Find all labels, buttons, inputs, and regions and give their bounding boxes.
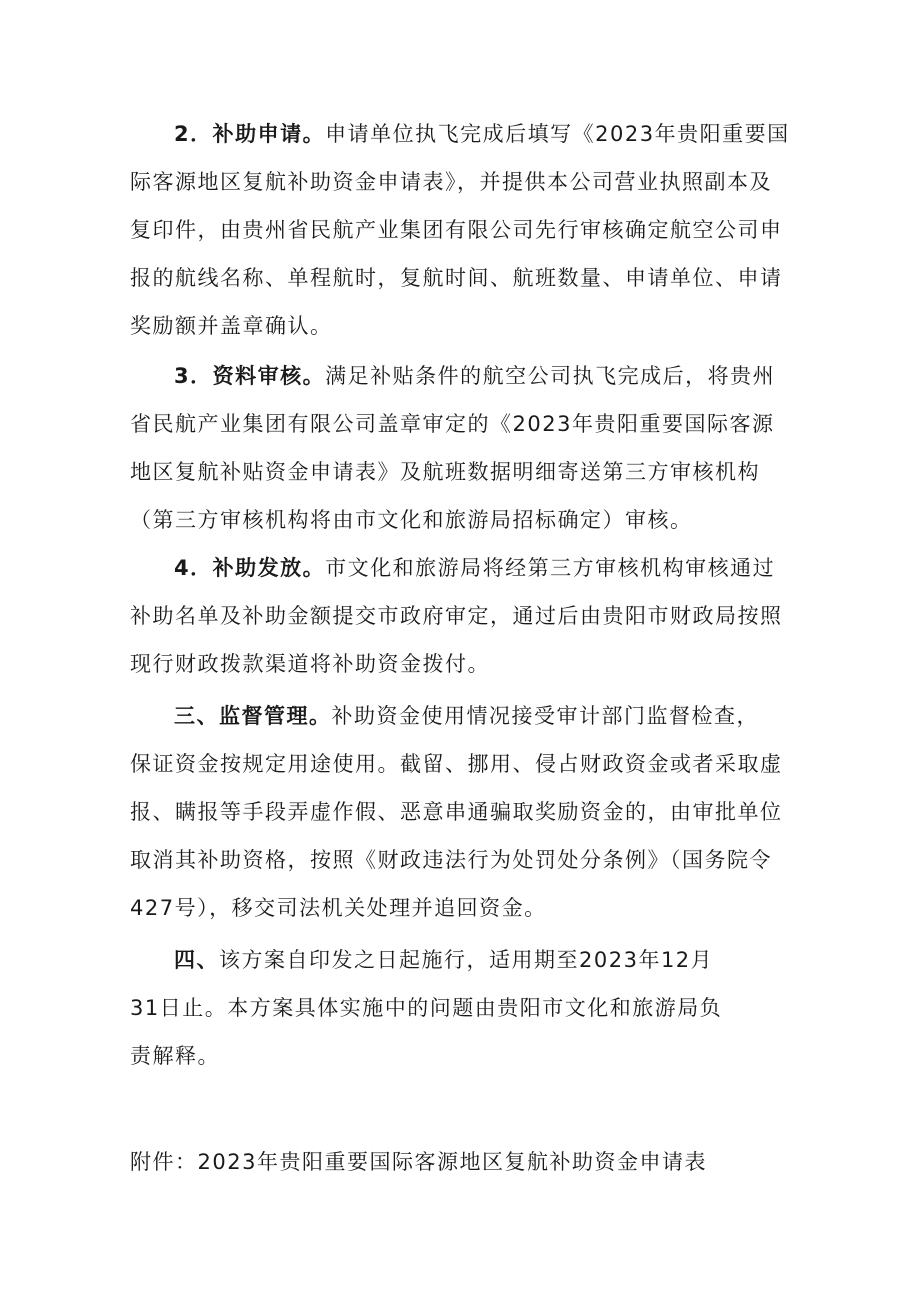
paragraph-text: 复印件，由贵州省民航产业集团有限公司先行审核确定航空公司申 (130, 218, 783, 242)
paragraph-text: 省民航产业集团有限公司盖章审定的《2023年贵阳重要国际客源 (130, 412, 775, 436)
paragraph-text: 补助名单及补助金额提交市政府审定，通过后由贵阳市财政局按照 (130, 604, 783, 628)
paragraph-text: 427号），移交司法机关处理并追回资金。 (130, 896, 547, 920)
paragraph-heading: 4．补助发放。 (174, 556, 326, 580)
paragraph-text: 报的航线名称、单程航时，复航时间、航班数量、申请单位、申请 (130, 266, 783, 290)
paragraph-heading: 3．资料审核。 (174, 364, 326, 388)
paragraph-heading: 2．补助申请。 (174, 122, 326, 146)
paragraph-supervision (130, 692, 792, 932)
paragraph-heading: 三、监督管理。 (174, 704, 332, 728)
paragraph-text: 现行财政拨款渠道将补助资金拨付。 (130, 652, 490, 676)
paragraph-text: 市文化和旅游局将经第三方审核机构审核通过 (325, 556, 776, 580)
paragraph-text: 际客源地区复航补助资金申请表》，并提供本公司营业执照副本及 (130, 170, 772, 194)
paragraph-text: 奖励额并盖章确认。 (130, 314, 333, 338)
paragraph-text: 补助资金使用情况接受审计部门监督检查， (331, 704, 759, 728)
paragraph-subsidy-payout (130, 544, 792, 688)
paragraph-heading: 四、 (174, 948, 219, 972)
paragraph-text: 该方案自印发之日起施行，适用期至2023年12月 (219, 948, 714, 972)
paragraph-text: 申请单位执飞完成后填写《2023年贵阳重要国 (325, 122, 790, 146)
paragraph-text: 责解释。 (130, 1044, 220, 1068)
paragraph-document-review (130, 352, 792, 544)
paragraph-text: （第三方审核机构将由市文化和旅游局招标确定）审核。 (130, 508, 693, 532)
paragraph-text: 地区复航补贴资金申请表》及航班数据明细寄送第三方审核机构 (130, 460, 760, 484)
paragraph-text: 报、瞒报等手段弄虚作假、恶意串通骗取奖励资金的，由审批单位 (130, 800, 783, 824)
attachment-note: 附件：2023年贵阳重要国际客源地区复航补助资金申请表 (130, 1150, 707, 1174)
paragraph-text: 保证资金按规定用途使用。截留、挪用、侵占财政资金或者采取虚 (130, 752, 783, 776)
paragraph-text: 满足补贴条件的航空公司执飞完成后，将贵州 (325, 364, 776, 388)
paragraph-effective-date (130, 936, 792, 1080)
paragraph-subsidy-application (130, 110, 792, 350)
paragraph-text: 取消其补助资格，按照《财政违法行为处罚处分条例》（国务院令 (130, 848, 772, 872)
paragraph-text: 31日止。本方案具体实施中的问题由贵阳市文化和旅游局负 (130, 996, 723, 1020)
